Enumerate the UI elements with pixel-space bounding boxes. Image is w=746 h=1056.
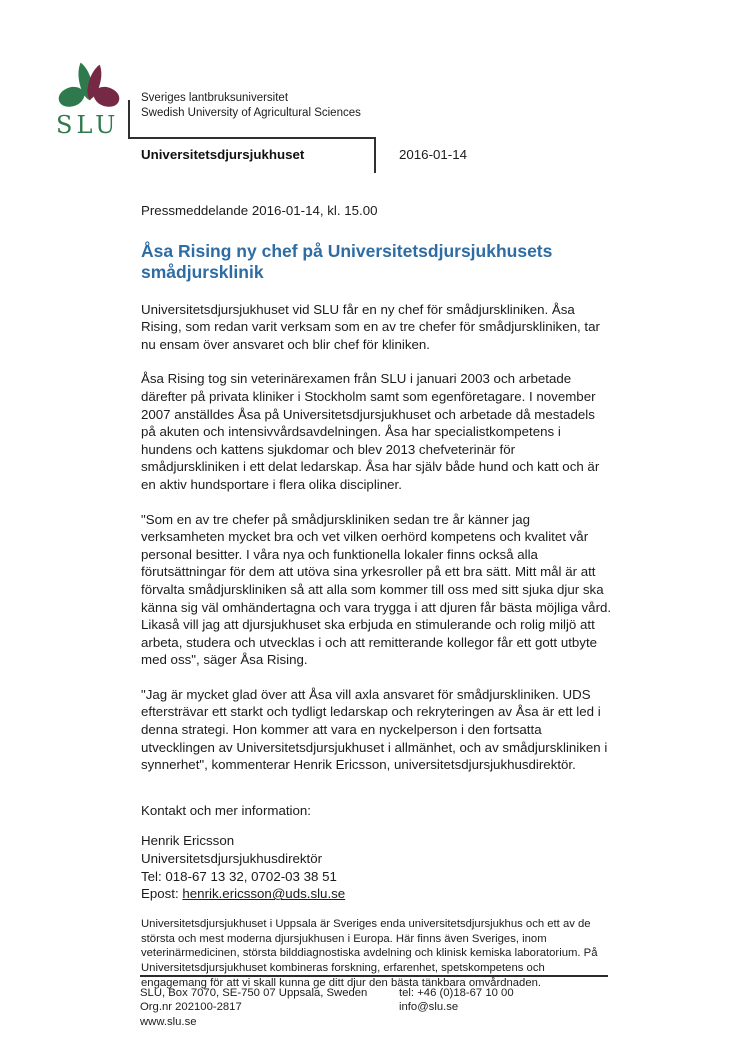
contact-email-label: Epost: bbox=[141, 886, 183, 902]
slu-wordmark: SLU bbox=[56, 111, 120, 139]
document-date: 2016-01-14 bbox=[399, 147, 468, 162]
footer-address: SLU, Box 7070, SE-750 07 Uppsala, Sweden bbox=[140, 987, 368, 999]
footer-website: www.slu.se bbox=[140, 1015, 197, 1028]
contact-block bbox=[141, 832, 612, 902]
contact-phone: Tel: 018-67 13 32, 0702-03 38 51 bbox=[141, 868, 337, 884]
contact-email-link[interactable]: henrik.ericsson@uds.slu.se bbox=[182, 886, 346, 902]
university-name bbox=[141, 91, 361, 120]
footer-contact-column bbox=[399, 986, 514, 1015]
footer-tel: tel: +46 (0)18-67 10 00 bbox=[399, 987, 514, 999]
contact-email-line bbox=[141, 885, 612, 903]
document-body bbox=[141, 202, 612, 990]
paragraph-background: Åsa Rising tog sin veterinärexamen från SLU i januari 2003 och arbetade därefter på privata kliniker i Stockholm samt som egenföretagare. I november 2007 anställdes Åsa på Universitetsdjursjukhuset och arbetade då mestadels på akuten och intensivvårdsavdelningen. Åsa har specialistkompetens i hundens och kattens sjukdomar och blev 2013 chefveterinär för smådjurskliniken i ett delat ledarskap. Åsa har själv både hund och katt och är en aktiv hundsportare i flera olika discipliner. bbox=[141, 371, 600, 492]
letterhead-rule-vertical-left bbox=[128, 100, 130, 138]
org-line-swedish: Sveriges lantbruksuniversitet bbox=[141, 92, 289, 104]
paragraph-quote-henrik: "Jag är mycket glad över att Åsa vill axla ansvaret för smådjurskliniken. UDS eftersträvar ett starkt och tydligt ledarskap och rekryteringen av Åsa är ett led i denna strategi. Hon kommer att vara en nyckelperson i den fortsatta utvecklingen av Universitetsdjursjukhuset i allmänhet, och av smådjurskliniken i synnerhet", kommenterar Henrik Ericsson, universitetsdjursjukhusdirektör. bbox=[141, 686, 608, 773]
contact-heading: Kontakt och mer information: bbox=[141, 802, 311, 818]
org-line-english: Swedish University of Agricultural Sciences bbox=[141, 106, 361, 119]
footer-orgnr: Org.nr 202100-2817 bbox=[140, 1001, 242, 1014]
footer-rule bbox=[140, 975, 608, 977]
boilerplate-about-uds: Universitetsdjursjukhuset i Uppsala är Sveriges enda universitetsdjursjukhus och ett av de största och mest moderna djursjukhusen i Europa. Här finns även Sveriges, inom veterinärmedicinen, största bilddiagnostiska avdelning och klinisk kemiska laboratorium. På Universitetsdjursjukhuset kombineras forskning, erfarenhet, spetskompetens och engagemang för att vi skall kunna ge ditt djur den bästa tänkbara omvårdnaden. bbox=[141, 917, 598, 989]
page-title: Åsa Rising ny chef på Universitetsdjursjukhusets smådjursklinik bbox=[141, 240, 553, 283]
slu-clover-leaf-icon bbox=[56, 60, 122, 114]
footer-address-column bbox=[140, 986, 367, 1029]
footer-email: info@slu.se bbox=[399, 1001, 459, 1014]
letterhead-rule-vertical-right bbox=[374, 137, 376, 173]
letterhead-rule-horizontal bbox=[128, 137, 376, 139]
paragraph-quote-asa: "Som en av tre chefer på smådjurskliniken sedan tre år känner jag verksamheten mycket bra och vet vilken oerhörd kompetens och kvalitet vår personal besitter. I våra nya och funktionella lokaler finns också alla förutsättningar för dem att utöva sina yrkesroller på ett bra sätt. Mitt mål är att förvalta smådjurskliniken så att alla som kommer till oss med sitt sjuka djur ska känna sig väl omhändertagna och vara trygga i att djuren får bästa möjliga vård. Likaså vill jag att djursjukhuset ska erbjuda en stimulerande och rolig miljö att arbeta, studera och utvecklas i och att remitterande kollegor får ett gott utbyte med oss", säger Åsa Rising. bbox=[141, 511, 612, 668]
department-title: Universitetsdjursjukhuset bbox=[141, 147, 305, 162]
contact-name: Henrik Ericsson bbox=[141, 833, 235, 849]
press-release-line: Pressmeddelande 2016-01-14, kl. 15.00 bbox=[141, 203, 378, 218]
contact-role: Universitetsdjursjukhusdirektör bbox=[141, 851, 323, 867]
paragraph-lead: Universitetsdjursjukhuset vid SLU får en ny chef för smådjurskliniken. Åsa Rising, som redan varit verksam som en av tre chefer för smådjurskliniken, tar nu ensam över ansvaret och blir chef för kliniken. bbox=[141, 301, 600, 352]
